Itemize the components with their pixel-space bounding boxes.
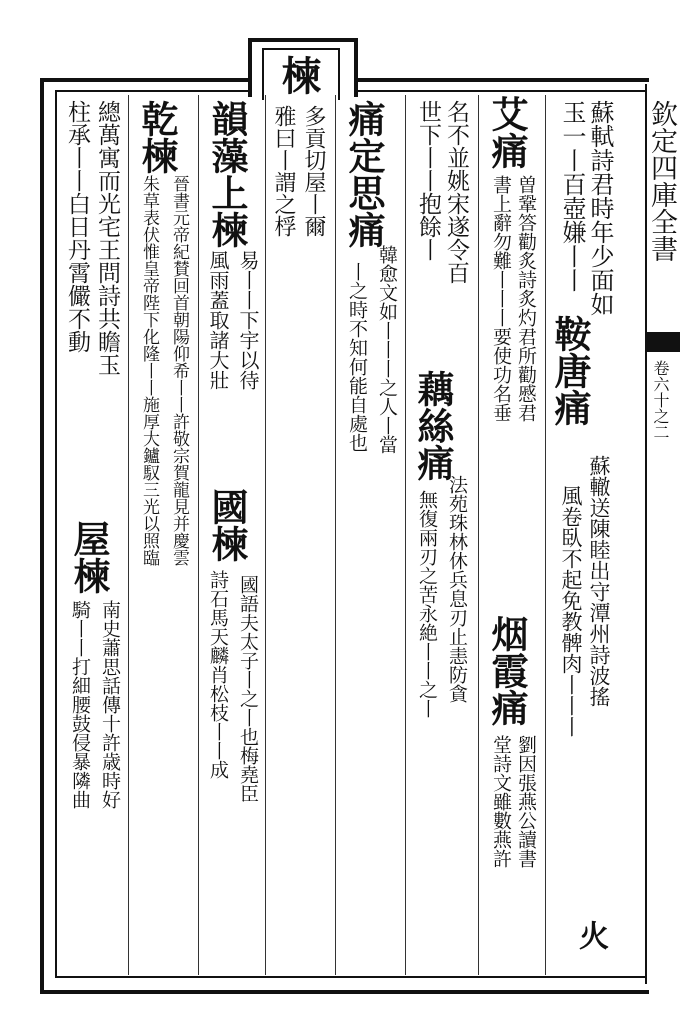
text-line: 玉一丨百壺嫌丨丨 — [558, 100, 586, 292]
text-line: 南史蕭思話傳十許歳時好 — [99, 600, 121, 809]
text-line: 晉書元帝紀賛回首朝陽仰希丨丨許敬宗賀龍見并慶雲 — [169, 175, 189, 566]
text-line: 國語夫太子丨之丨也梅堯臣 — [237, 575, 259, 803]
text-line: 風卷臥不起免教髀肉丨丨丨 — [559, 485, 583, 737]
entry-headword: 乾楝 — [135, 100, 179, 174]
text-line: 風雨蓋取諸大壯 — [206, 250, 230, 390]
entry-glyph: 火 — [573, 920, 608, 950]
text-line: 蘇轍送陳睦出守潭州詩波搖 — [587, 455, 611, 707]
book-title: 欽定四庫全書 — [646, 100, 677, 262]
text-line: 朱草表伏惟皇帝陛下化隆丨丨施厚大鑪馭三光以照臨 — [139, 175, 159, 566]
entry-headword: 國楝 — [205, 488, 249, 562]
entry-headword: 藕絲痛 — [411, 370, 455, 481]
text-line: 世下丨丨抱餘丨 — [415, 100, 441, 261]
column-rule — [545, 95, 546, 975]
text-line: 書上辭勿難丨丨丨要使功名垂 — [490, 175, 512, 422]
rhyme-header: 楝 — [275, 55, 322, 95]
column-rule — [405, 95, 406, 975]
text-line: 名不並姚宋遂令百 — [443, 100, 469, 284]
column-rule — [335, 95, 336, 975]
entry-headword: 艾痛 — [485, 95, 529, 169]
text-line: 韓愈文如丨丨丨之人丨當 — [376, 245, 398, 454]
entry-headword: 屋楝 — [67, 520, 111, 594]
text-line: 曽鞏答勸炙詩炙灼君所勸慼君 — [515, 175, 537, 422]
column-rule — [478, 95, 479, 975]
text-line: 詩石馬天麟肖松枝丨丨成 — [207, 570, 229, 779]
text-line: 法苑珠林休兵息刃止恚防貪 — [446, 475, 468, 703]
text-line: 劉因張燕公讀書 — [515, 735, 537, 868]
text-line: 多貢切屋丨爾 — [301, 105, 326, 237]
text-line: 騎丨丨打細腰鼓侵暴隣曲 — [69, 600, 91, 809]
column-rule — [198, 95, 199, 975]
fishtail-mark — [645, 332, 680, 352]
text-line: 丨之時不知何能自處也 — [346, 262, 368, 452]
text-line: 柱承丨丨白日丹霄儼不動 — [64, 100, 90, 353]
text-line: 堂詩文雖數燕許 — [490, 735, 512, 868]
text-line: 蘇軾詩君時年少面如 — [586, 100, 614, 316]
volume-label: 卷六十之二 — [651, 360, 670, 440]
entry-headword: 鞍唐痛 — [548, 315, 592, 426]
entry-headword: 烟霞痛 — [485, 615, 529, 726]
text-line: 無復兩刃之苦永絶丨丨之丨 — [416, 490, 438, 718]
column-rule — [128, 95, 129, 975]
text-line: 總萬寓而光宅王問詩共瞻玉 — [94, 100, 120, 376]
text-line: 易丨丨下宇以待 — [236, 250, 260, 390]
column-rule — [265, 95, 266, 975]
text-line: 雅曰丨謂之桴 — [271, 105, 296, 237]
section-title: 韻藻上楝 — [205, 100, 249, 248]
entry-headword: 痛定思痛 — [342, 100, 386, 248]
